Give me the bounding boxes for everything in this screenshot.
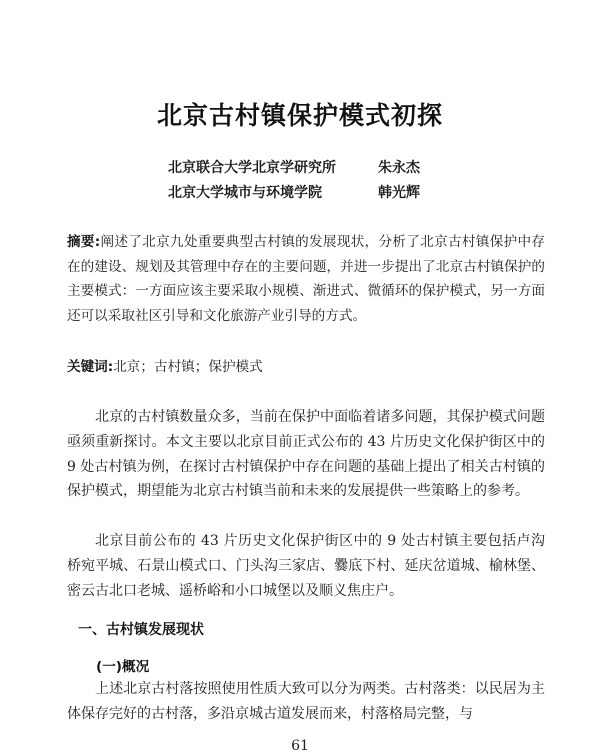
page-number: 61 [291,738,309,754]
body-paragraph: 北京的古村镇数量众多，当前在保护中面临着诸多问题，其保护模式问题亟须重新探讨。本文主要以北京目前正式公布的 43 片历史文化保护街区中的 9 处古村镇为例，在探讨古村镇保护中存在问题的基础上提出了相关古村镇的保护模式，期望能为北京古村镇当前和未来的发展提供一些策略上的参考。 [67,409,545,500]
institution-name: 北京大学城市与环境学院 [168,185,322,201]
author-name: 朱永杰 [378,160,420,176]
section-heading: 一、古村镇发展现状 [78,622,204,638]
abstract [67,230,545,328]
institution-name: 北京联合大学北京学研究所 [168,160,336,176]
body-paragraph: 北京目前公布的 43 片历史文化保护街区中的 9 处古村镇主要包括卢沟桥宛平城、石景山模式口、门头沟三家店、爨底下村、延庆岔道城、榆林堡、密云古北口老城、遥桥峪和小口城堡以及顺义焦庄户。 [67,533,545,599]
author-name: 韩光辉 [378,185,420,201]
abstract-text: 阐述了北京九处重要典型古村镇的发展现状，分析了北京古村镇保护中存在的建设、规划及其管理中存在的主要问题，并进一步提出了北京古村镇保护的主要模式：一方面应该主要采取小规模、渐进式、微循环的保护模式，另一方面还可以采取社区引导和文化旅游产业引导的方式。 [67,234,545,324]
subsection-heading: (一)概况 [96,659,150,675]
keywords [67,355,545,380]
keywords-label: 关键词: [67,359,114,375]
abstract-label: 摘要: [67,234,101,250]
body-paragraph: 上述北京古村落按照使用性质大致可以分为两类。古村落类：以民居为主体保存完好的古村落，多沿京城古道发展而来，村落格局完整，与 [67,681,545,722]
affiliation-line [168,157,448,177]
paper-title: 北京古村镇保护模式初探 [156,101,443,130]
keywords-text: 北京；古村镇；保护模式 [113,359,263,375]
affiliation-line [168,182,448,202]
